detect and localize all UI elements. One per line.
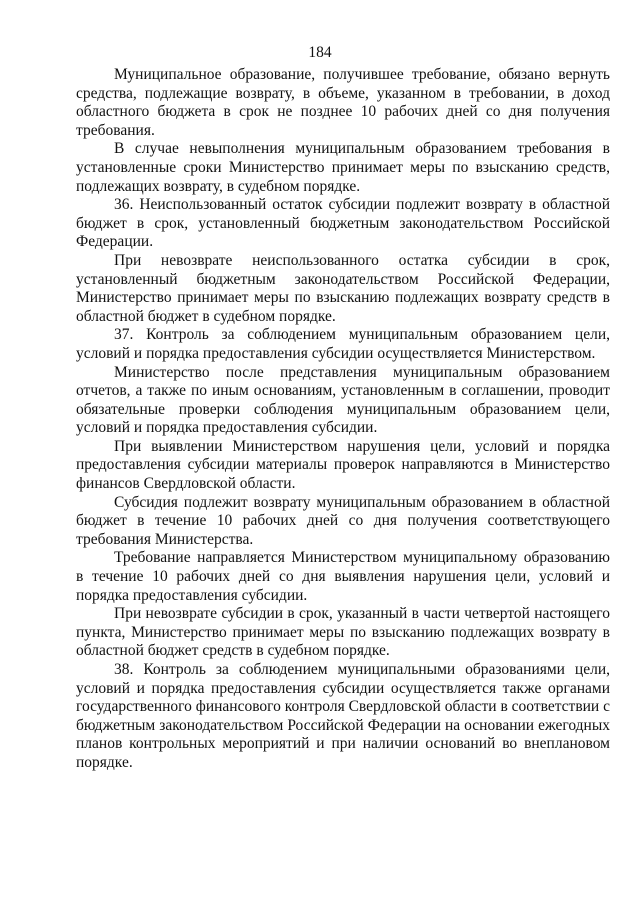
page-number: 184	[308, 44, 332, 61]
paragraph: 38. Контроль за соблюдением муниципальными образованиями цели, условий и порядка предоставления субсидии осуществляется также органами государственного финансового контроля Свердловской области в соответствии с бюджетным законодательством Российской Федерации на основании ежегодных планов контрольных мероприятий и при наличии оснований во внеплановом порядке.	[76, 661, 610, 771]
paragraph: При выявлении Министерством нарушения цели, условий и порядка предоставления субсидии материалы проверок направляются в Министерство финансов Свердловской области.	[76, 437, 610, 493]
paragraph: 36. Неиспользованный остаток субсидии подлежит возврату в областной бюджет в срок, установленный бюджетным законодательством Российской Федерации.	[76, 196, 610, 251]
paragraph: Субсидия подлежит возврату муниципальным образованием в областной бюджет в течение 10 рабочих дней со дня получения соответствующего требования Министерства.	[76, 493, 610, 548]
paragraph: Муниципальное образование, получившее требование, обязано вернуть средства, подлежащие возврату, в объеме, указанном в требовании, в доход областного бюджета в срок не позднее 10 рабочих дней со дня получения требования.	[76, 66, 610, 139]
paragraph: В случае невыполнения муниципальным образованием требования в установленные сроки Министерство принимает меры по взысканию средств, подлежащих возврату, в судебном порядке.	[76, 140, 610, 195]
paragraph: Министерство после представления муниципальным образованием отчетов, а также по иным основаниям, установленным в соглашении, проводит обязательные проверки соблюдения муниципальным образованием цели, условий и порядка предоставления субсидии.	[76, 363, 610, 437]
paragraph: Требование направляется Министерством муниципальному образованию в течение 10 рабочих дней со дня выявления нарушения цели, условий и порядка предоставления субсидии.	[76, 549, 610, 604]
paragraph: При невозврате неиспользованного остатка субсидии в срок, установленный бюджетным законодательством Российской Федерации, Министерство принимает меры по взысканию подлежащих возврату средств в областной бюджет в судебном порядке.	[76, 251, 610, 325]
paragraph: При невозврате субсидии в срок, указанный в части четвертой настоящего пункта, Министерство принимает меры по взысканию подлежащих возврату в областной бюджет средств в судебном порядке.	[76, 605, 610, 660]
paragraph: 37. Контроль за соблюдением муниципальным образованием цели, условий и порядка предоставления субсидии осуществляется Министерством.	[76, 326, 610, 362]
document-body	[76, 66, 610, 773]
